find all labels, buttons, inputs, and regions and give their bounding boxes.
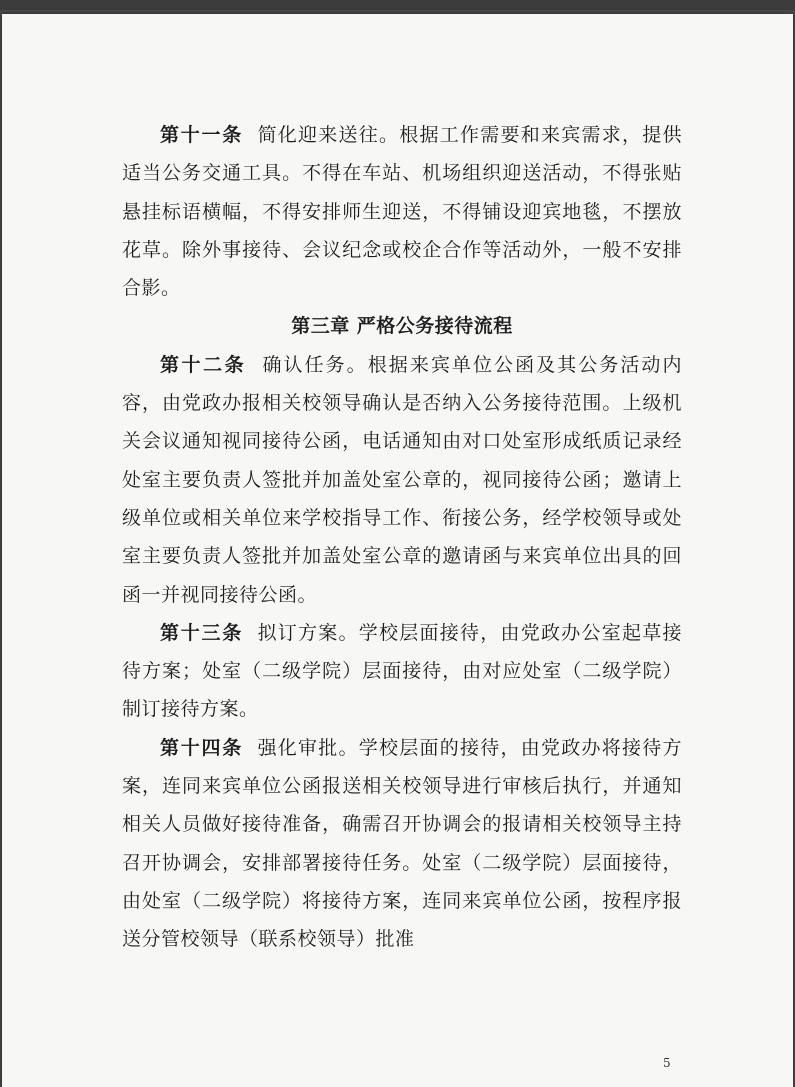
article-13-text: 拟订方案。学校层面接待，由党政办公室起草接待方案；处室（二级学院）层面接待，由对应处室（二级学院）制订接待方案。 xyxy=(122,621,682,721)
article-11-text: 简化迎来送往。根据工作需要和来宾需求，提供适当公务交通工具。不得在车站、机场组织迎送活动，不得张贴悬挂标语横幅，不得安排师生迎送，不得铺设迎宾地毯，不摆放花草。除外事接待、会议纪念或校企合作等活动外，一般不安排合影。 xyxy=(122,124,682,300)
viewer-top-bar xyxy=(0,0,795,10)
article-14-paragraph xyxy=(122,729,682,959)
article-13-heading: 第十三条 xyxy=(160,621,243,644)
article-14-heading: 第十四条 xyxy=(160,736,243,759)
document-body xyxy=(122,116,682,959)
article-13-paragraph xyxy=(122,614,682,729)
article-11-heading: 第十一条 xyxy=(160,124,243,146)
page-number: 5 xyxy=(663,1056,671,1070)
chapter-3-title: 第三章 严格公务接待流程 xyxy=(291,315,513,338)
article-11-paragraph xyxy=(122,116,682,307)
article-12-heading: 第十二条 xyxy=(160,353,247,376)
article-14-text: 强化审批。学校层面的接待，由党政办将接待方案，连同来宾单位公函报送相关校领导进行审核后执行，并通知相关人员做好接待准备，确需召开协调会的报请相关校领导主持召开协调会，安排部署接待任务。处室（二级学院）层面接待，由处室（二级学院）将接待方案，连同来宾单位公函，按程序报送分管校领导（联系校领导）批准 xyxy=(122,736,682,951)
document-page xyxy=(2,14,793,1087)
article-12-paragraph xyxy=(122,346,682,614)
article-12-text: 确认任务。根据来宾单位公函及其公务活动内容，由党政办报相关校领导确认是否纳入公务接待范围。上级机关会议通知视同接待公函，电话通知由对口处室形成纸质记录经处室主要负责人签批并加盖处室公章的，视同接待公函；邀请上级单位或相关单位来学校指导工作、衔接公务，经学校领导或处室主要负责人签批并加盖处室公章的邀请函与来宾单位出具的回函一并视同接待公函。 xyxy=(122,353,682,606)
